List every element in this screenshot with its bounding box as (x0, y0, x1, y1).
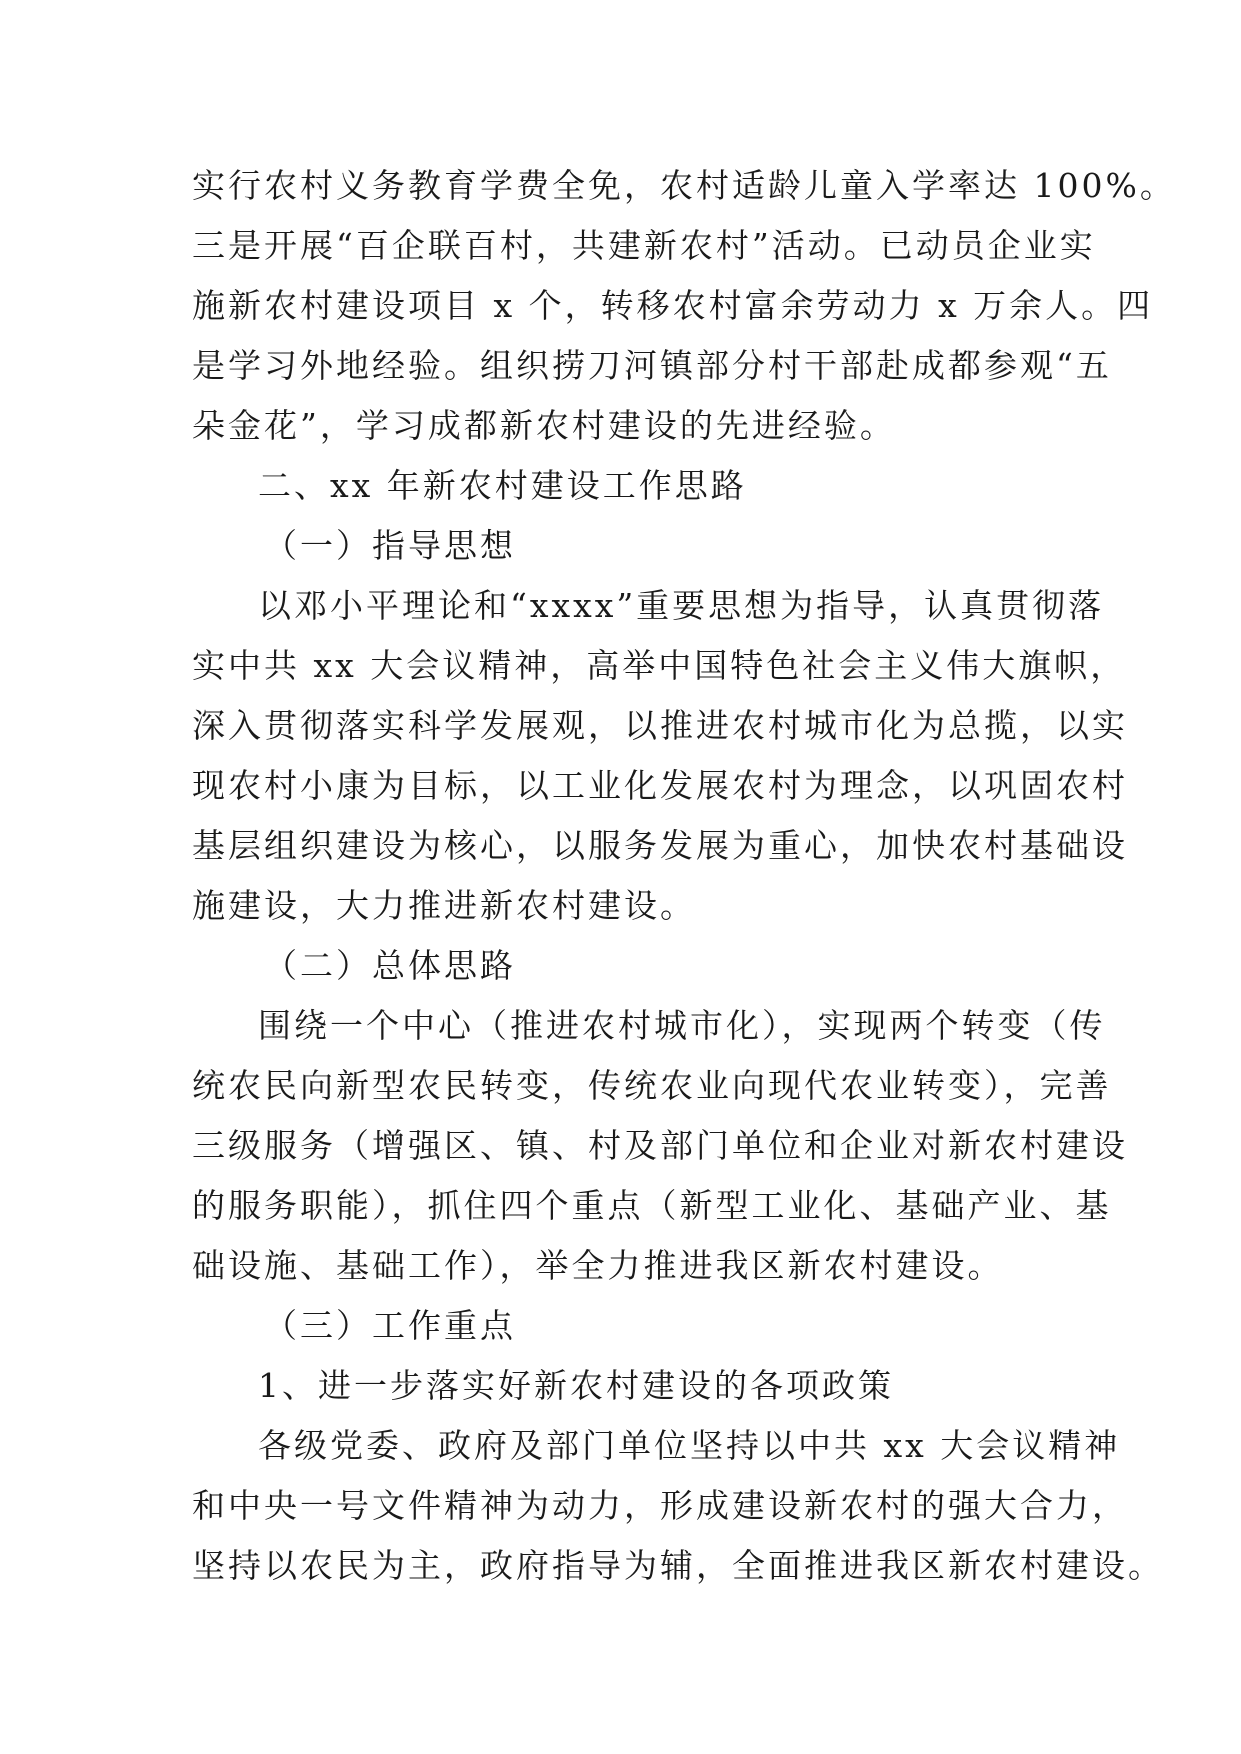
text-line: 施建设，大力推进新农村建设。 (192, 886, 696, 925)
text-line: 统农民向新型农民转变，传统农业向现代农业转变），完善 (192, 1066, 1112, 1105)
text-line: 和中央一号文件精神为动力，形成建设新农村的强大合力， (192, 1486, 1128, 1525)
subsection-heading: （三）工作重点 (264, 1306, 516, 1345)
text-line: 朵金花”，学习成都新农村建设的先进经验。 (192, 406, 896, 445)
text-line: 三是开展“百企联百村，共建新农村”活动。已动员企业实 (192, 226, 1096, 265)
text-line: 的服务职能），抓住四个重点（新型工业化、基础产业、基 (192, 1186, 1112, 1225)
text-line: 坚持以农民为主，政府指导为辅，全面推进我区新农村建设。 (192, 1546, 1164, 1585)
document-body (192, 156, 1176, 1596)
text-line: 基层组织建设为核心，以服务发展为重心，加快农村基础设 (192, 826, 1128, 865)
text-line: 深入贯彻落实科学发展观，以推进农村城市化为总揽，以实 (192, 706, 1128, 745)
text-line: 现农村小康为目标，以工业化发展农村为理念，以巩固农村 (192, 766, 1128, 805)
text-line: 三级服务（增强区、镇、村及部门单位和企业对新农村建设 (192, 1126, 1128, 1165)
text-line: 施新农村建设项目 x 个，转移农村富余劳动力 x 万余人。四 (192, 286, 1154, 325)
section-heading: 二、xx 年新农村建设工作思路 (258, 466, 747, 505)
text-line: 实行农村义务教育学费全免，农村适龄儿童入学率达 100%。 (192, 166, 1176, 205)
subsection-heading: （一）指导思想 (264, 526, 516, 565)
text-line: 以邓小平理论和“xxxx”重要思想为指导，认真贯彻落 (258, 586, 1105, 625)
text-line: 围绕一个中心（推进农村城市化），实现两个转变（传 (258, 1006, 1106, 1045)
text-line: 各级党委、政府及部门单位坚持以中共 xx 大会议精神 (258, 1426, 1121, 1465)
text-line: 础设施、基础工作），举全力推进我区新农村建设。 (192, 1246, 1004, 1285)
item-heading: 1、进一步落实好新农村建设的各项政策 (258, 1366, 894, 1405)
subsection-heading: （二）总体思路 (264, 946, 516, 985)
text-line: 实中共 xx 大会议精神，高举中国特色社会主义伟大旗帜， (192, 646, 1127, 685)
text-line: 是学习外地经验。组织捞刀河镇部分村干部赴成都参观“五 (192, 346, 1112, 385)
